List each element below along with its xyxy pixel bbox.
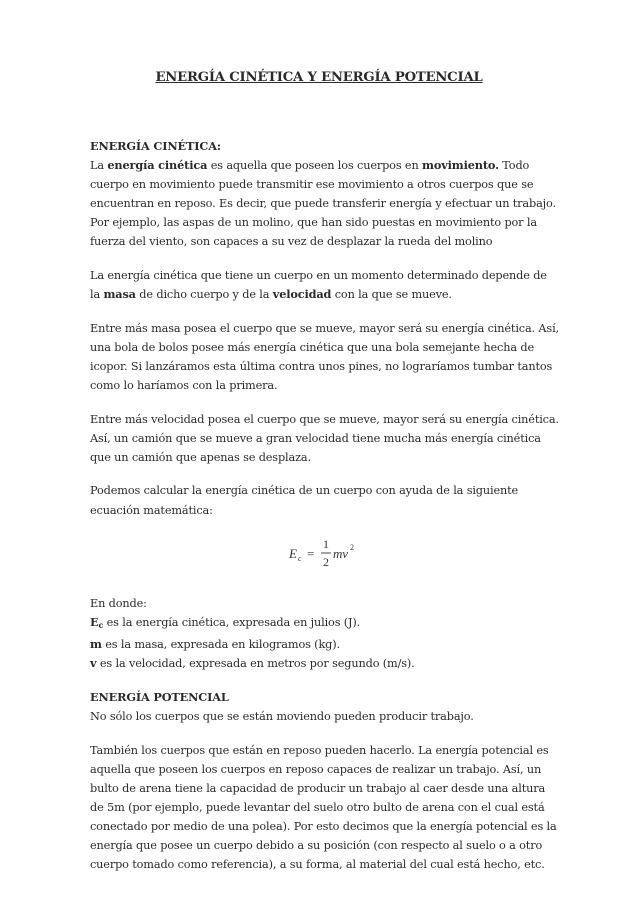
definitions-intro: En donde: [90, 597, 147, 611]
term-masa: masa [103, 287, 136, 302]
section-heading-cinetica: ENERGÍA CINÉTICA: [90, 139, 221, 153]
term-velocidad: velocidad [272, 287, 332, 302]
paragraph-cinetica-mass: Entre más masa posea el cuerpo que se mueve, mayor será su energía cinética. Así, una bola de bolos posee más energía cinética que una bola semejante hecha de icopor. Si lanzáramos esta última contra unos pines, no lograríamos tumbar tantos como lo haríamos con la primera. [90, 321, 559, 393]
paragraph-cinetica-velocity: Entre más velocidad posea el cuerpo que se mueve, mayor será su energía cinética. Así, un camión que se mueve a gran velocidad tiene mucha más energía cinética que un camión que apenas se desplaza. [90, 412, 559, 464]
definition-m: m es la masa, expresada en kilogramos (kg). [90, 637, 340, 652]
definition-v: v es la velocidad, expresada en metros por segundo (m/s). [90, 656, 415, 671]
kinetic-energy-equation [287, 534, 377, 574]
paragraph-cinetica-depends: La energía cinética que tiene un cuerpo en un momento determinado depende de la masa de dicho cuerpo y de la velocidad con la que se mueve. [90, 269, 547, 302]
section-heading-potencial: ENERGÍA POTENCIAL [90, 689, 229, 704]
document-title: ENERGÍA CINÉTICA Y ENERGÍA POTENCIAL [155, 70, 483, 85]
document-body [90, 137, 560, 889]
eq-rhs: mv [333, 546, 348, 562]
eq-numerator: 1 [323, 537, 329, 552]
eq-denominator: 2 [323, 555, 329, 570]
paragraph-potencial-intro: No sólo los cuerpos que se están moviendo pueden producir trabajo. [90, 710, 474, 724]
paragraph-cinetica-equation-intro: Podemos calcular la energía cinética de un cuerpo con ayuda de la siguiente ecuación matemática: [90, 484, 519, 517]
definition-ec: $E_c$ es la energía cinética, expresada en julios (J). [90, 615, 361, 631]
eq-equals: = [307, 546, 315, 562]
equation-block [90, 534, 560, 580]
paragraph-potencial-definition: También los cuerpos que están en reposo pueden hacerlo. La energía potencial es aquella que poseen los cuerpos en reposo capaces de realizar un trabajo. Así, un bulto de arena tiene la capacidad de producir un trabajo al caer desde una altura de 5m (por ejemplo, puede levantar del suelo otro bulto de arena con el cual está conectado por medio de una polea). Por esto decimos que la energía potencial es la energía que posee un cuerpo debido a su posición (con respecto al suelo o a otro cuerpo tomado como referencia), a su forma, al material del cual está hecho, etc. [90, 743, 557, 872]
term-movimiento: movimiento. [422, 158, 499, 173]
eq-rhs-sup: 2 [350, 543, 354, 553]
eq-lhs-sub: c [298, 554, 302, 564]
eq-lhs: E [289, 546, 297, 562]
term-energia-cinetica: energía cinética [107, 158, 208, 173]
paragraph-cinetica-definition: La energía cinética es aquella que poseen los cuerpos en movimiento. Todo cuerpo en movimiento puede transmitir ese movimiento a otros cuerpos que se encuentran en reposo. Es decir, que puede transferir energía y efectuar un trabajo. Por ejemplo, las aspas de un molino, que han sido puestas en movimiento por la fuerza del viento, son capaces a su vez de desplazar la rueda del molino [90, 158, 556, 249]
